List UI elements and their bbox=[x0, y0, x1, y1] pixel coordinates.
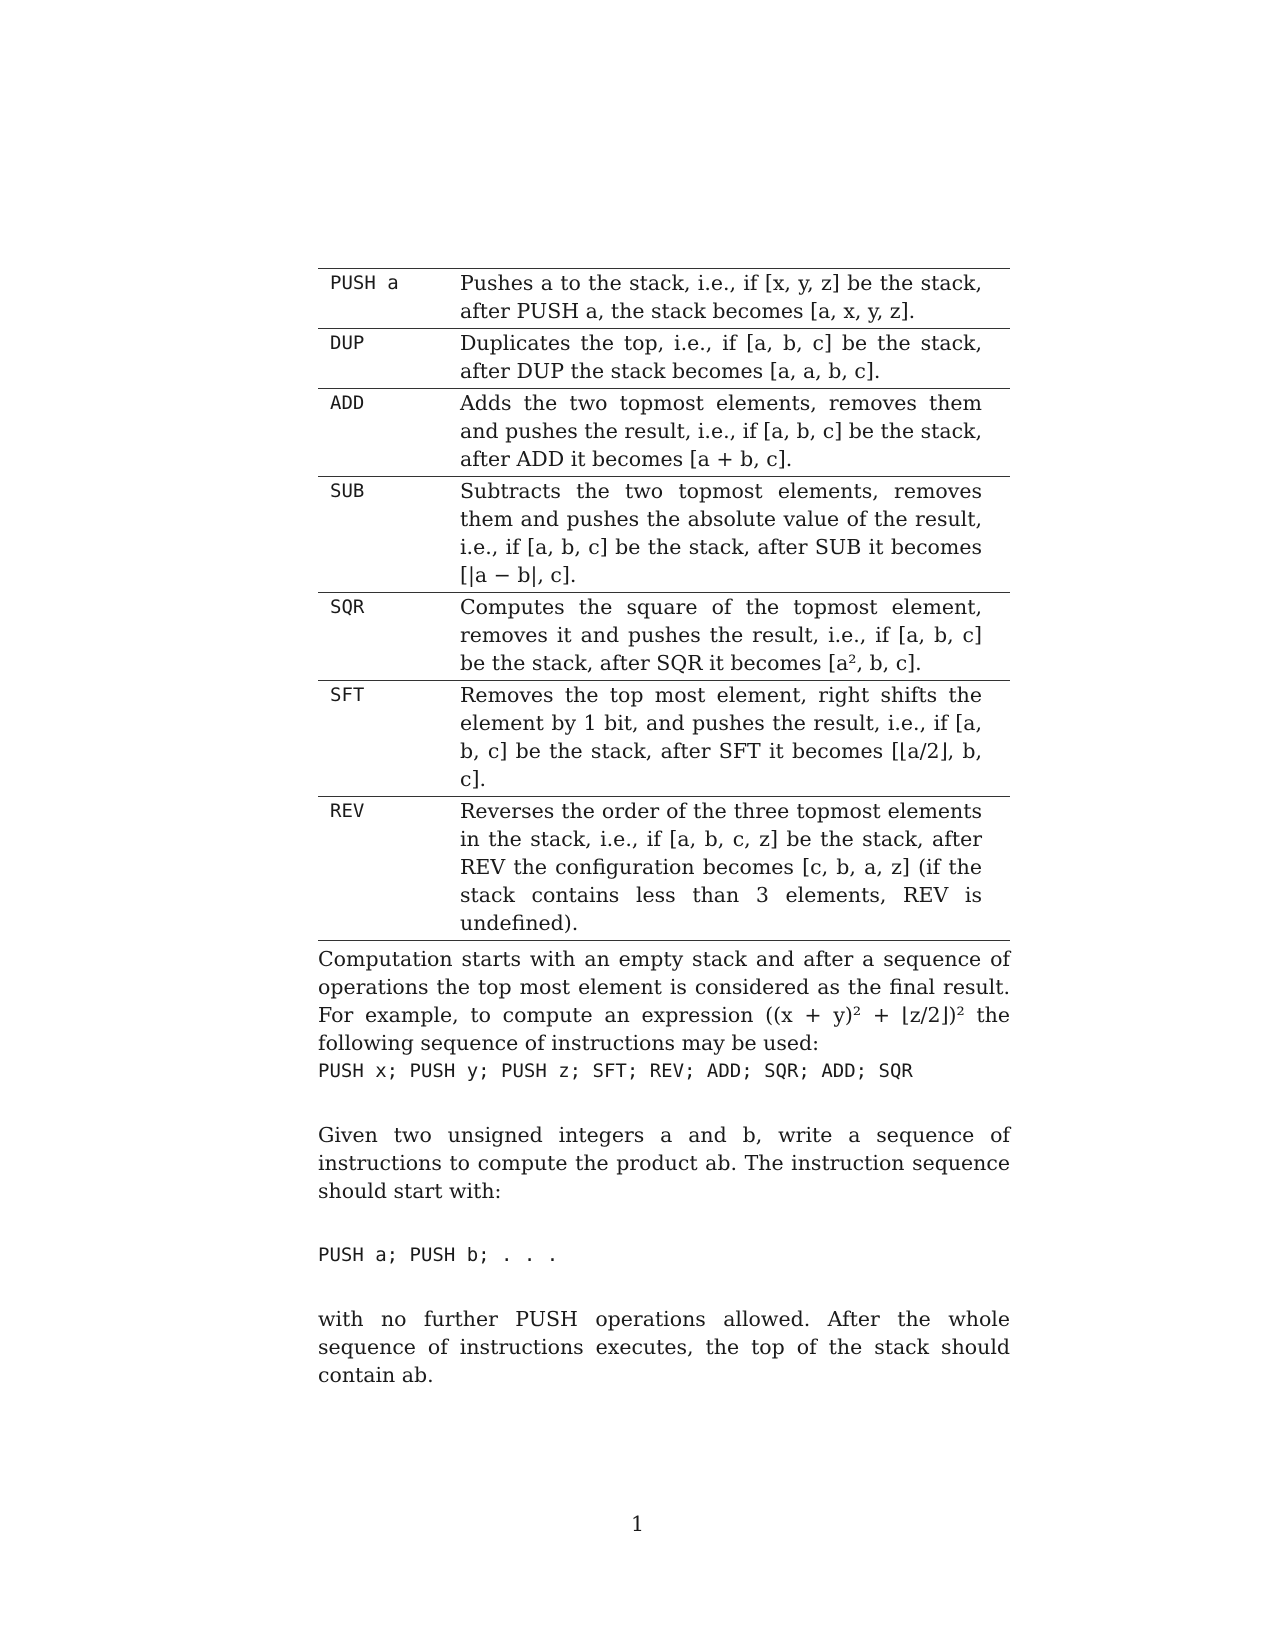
instruction-name: REV bbox=[318, 797, 460, 941]
instruction-table bbox=[318, 268, 1010, 941]
instruction-name: PUSH a bbox=[318, 269, 460, 329]
spacer bbox=[318, 1205, 1010, 1241]
problem-paragraph: Given two unsigned integers a and b, write a sequence of instructions to compute the product ab. The instruction sequence should start with: bbox=[318, 1123, 1010, 1203]
instruction-description: Reverses the order of the three topmost elements in the stack, i.e., if [a, b, c, z] be the stack, after REV the configuration becomes [c, b, a, z] (if the stack contains less than 3 elements, REV is undefined). bbox=[460, 797, 1010, 941]
table-row bbox=[318, 477, 1010, 593]
instruction-name: SFT bbox=[318, 681, 460, 797]
table-row bbox=[318, 681, 1010, 797]
instruction-description: Duplicates the top, i.e., if [a, b, c] be the stack, after DUP the stack becomes [a, a, b, c]. bbox=[460, 329, 1010, 389]
instruction-name: DUP bbox=[318, 329, 460, 389]
example-sequence: PUSH x; PUSH y; PUSH z; SFT; REV; ADD; SQR; ADD; SQR bbox=[318, 1060, 913, 1082]
instruction-name: SQR bbox=[318, 593, 460, 681]
instruction-description: Computes the square of the topmost element, removes it and pushes the result, i.e., if [a, b, c] be the stack, after SQR it becomes [a², b, c]. bbox=[460, 593, 1010, 681]
instruction-description: Subtracts the two topmost elements, removes them and pushes the absolute value of the result, i.e., if [a, b, c] be the stack, after SUB it becomes [|a − b|, c]. bbox=[460, 477, 1010, 593]
table-row bbox=[318, 593, 1010, 681]
constraint-paragraph: with no further PUSH operations allowed. After the whole sequence of instructions executes, the top of the stack should contain ab. bbox=[318, 1307, 1010, 1387]
document-body bbox=[318, 268, 1010, 1389]
computation-paragraph: Computation starts with an empty stack and after a sequence of operations the top most element is considered as the final result. For example, to compute an expression ((x + y)² + ⌊z/2⌋)² the following sequence of instructions may be used: bbox=[318, 947, 1010, 1055]
instruction-name: SUB bbox=[318, 477, 460, 593]
spacer bbox=[318, 1085, 1010, 1121]
instruction-name: ADD bbox=[318, 389, 460, 477]
start-sequence: PUSH a; PUSH b; . . . bbox=[318, 1244, 559, 1266]
spacer bbox=[318, 1269, 1010, 1305]
instruction-description: Removes the top most element, right shifts the element by 1 bit, and pushes the result, i.e., if [a, b, c] be the stack, after SFT it becomes [⌊a/2⌋, b, c]. bbox=[460, 681, 1010, 797]
instruction-description: Pushes a to the stack, i.e., if [x, y, z] be the stack, after PUSH a, the stack becomes [a, x, y, z]. bbox=[460, 269, 1010, 329]
table-row bbox=[318, 269, 1010, 329]
page-number: 1 bbox=[630, 1512, 645, 1536]
instruction-description: Adds the two topmost elements, removes them and pushes the result, i.e., if [a, b, c] be the stack, after ADD it becomes [a + b, c]. bbox=[460, 389, 1010, 477]
table-row bbox=[318, 797, 1010, 941]
table-row bbox=[318, 389, 1010, 477]
table-row bbox=[318, 329, 1010, 389]
